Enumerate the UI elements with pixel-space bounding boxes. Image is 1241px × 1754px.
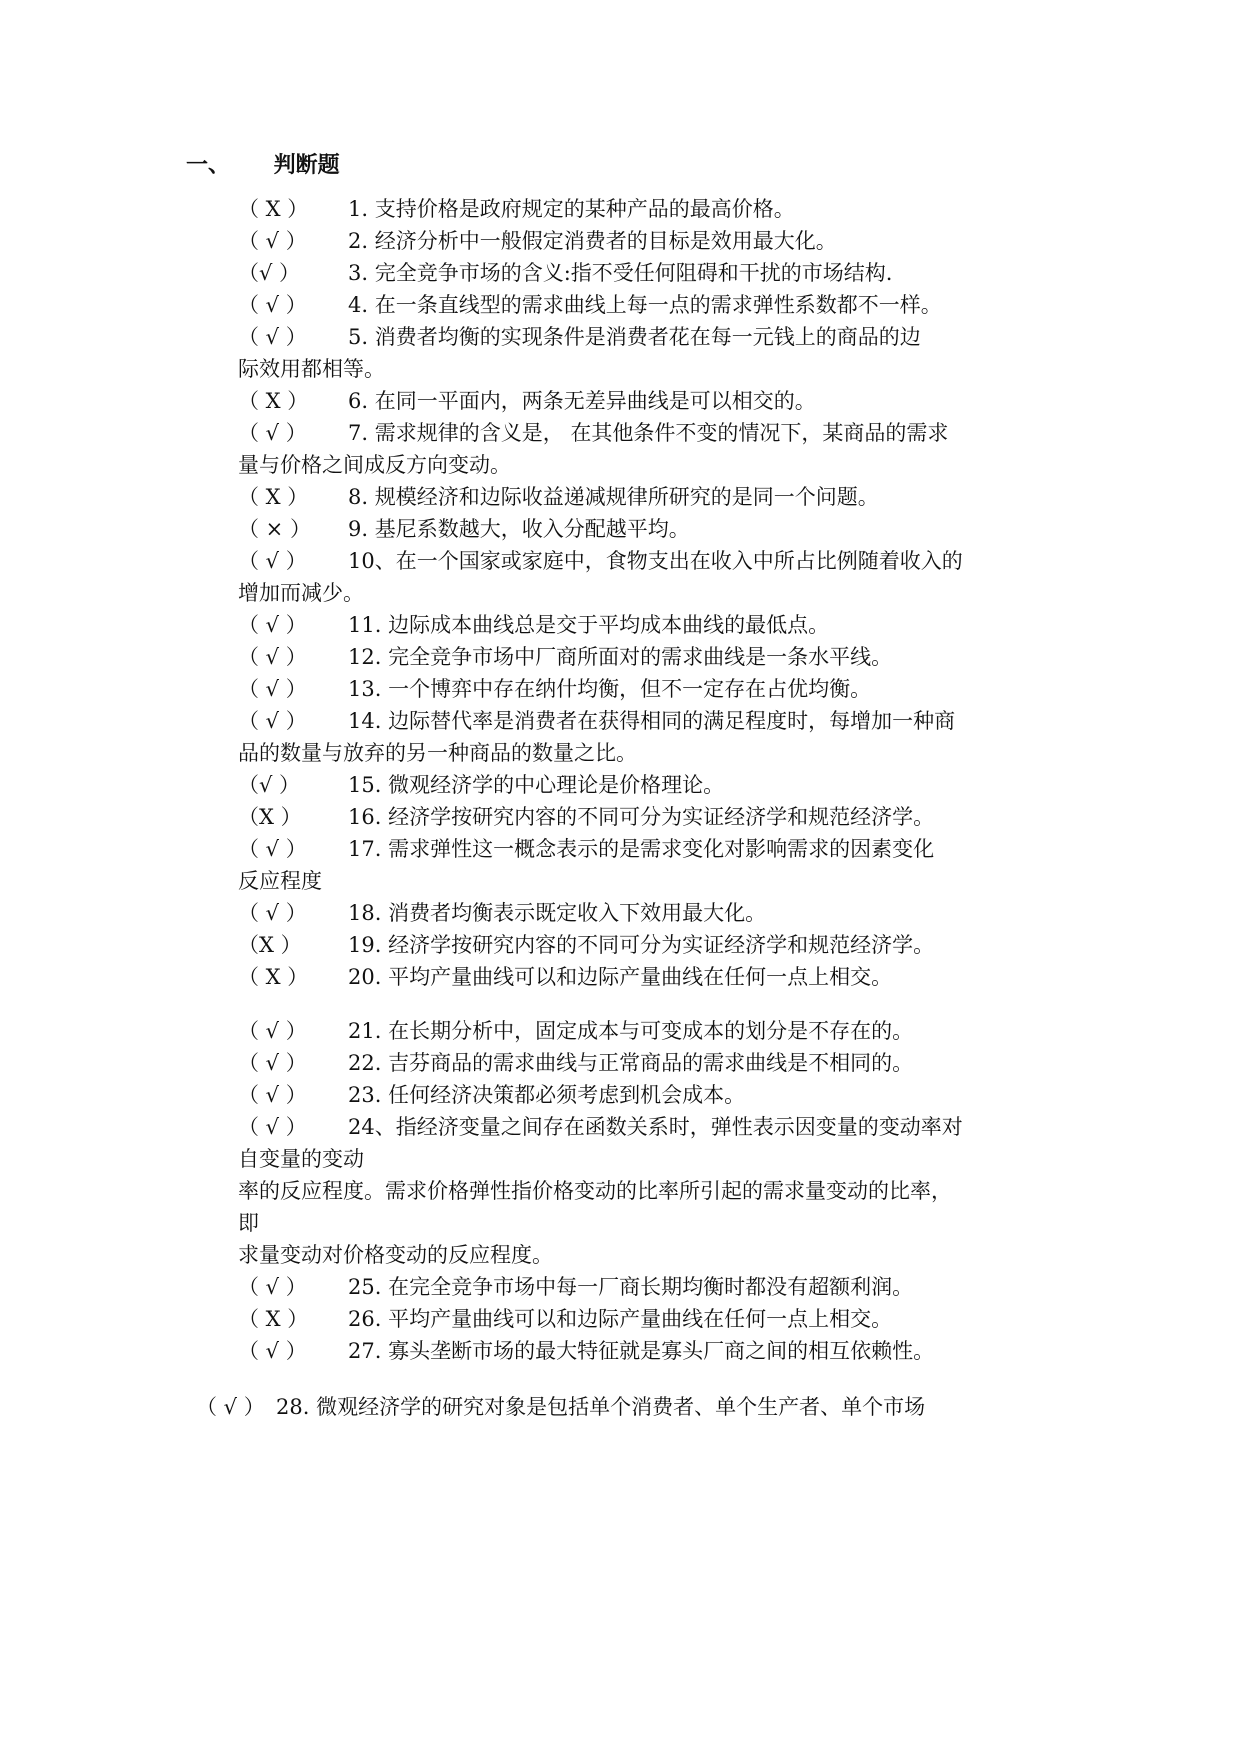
question-item xyxy=(238,932,934,958)
answer-mark: （√ ） xyxy=(238,773,301,797)
question-text: 11. 边际成本曲线总是交于平均成本曲线的最低点。 xyxy=(348,613,830,637)
question-item xyxy=(238,516,690,542)
answer-mark: （ X ） xyxy=(238,1307,309,1331)
question-text: 9. 基尼系数越大，收入分配越平均。 xyxy=(348,517,690,541)
question-item xyxy=(238,964,892,990)
question-text: 22. 吉芬商品的需求曲线与正常商品的需求曲线是不相同的。 xyxy=(348,1051,914,1075)
question-item xyxy=(238,420,948,446)
question-text: 19. 经济学按研究内容的不同可分为实证经济学和规范经济学。 xyxy=(348,933,935,957)
question-text: 27. 寡头垄断市场的最大特征就是寡头厂商之间的相互依赖性。 xyxy=(348,1339,935,1363)
question-item xyxy=(238,228,837,254)
question-item xyxy=(238,292,942,318)
question-item xyxy=(238,708,955,734)
question-continuation xyxy=(238,452,511,478)
question-item xyxy=(238,1338,934,1364)
question-text: 26. 平均产量曲线可以和边际产量曲线在任何一点上相交。 xyxy=(348,1307,893,1331)
question-text: 14. 边际替代率是消费者在获得相同的满足程度时，每增加一种商 xyxy=(348,709,956,733)
question-text: 求量变动对价格变动的反应程度。 xyxy=(238,1243,553,1267)
answer-mark: （ √ ） xyxy=(238,325,307,349)
answer-mark: （ √ ） xyxy=(238,1051,307,1075)
question-item xyxy=(238,1018,913,1044)
question-text: 7. 需求规律的含义是， 在其他条件不变的情况下，某商品的需求 xyxy=(348,421,949,445)
question-text: 5. 消费者均衡的实现条件是消费者花在每一元钱上的商品的边 xyxy=(348,325,921,349)
answer-mark: （ × ） xyxy=(238,517,311,541)
question-item xyxy=(238,1306,892,1332)
question-text: 际效用都相等。 xyxy=(238,357,385,381)
question-text: 量与价格之间成反方向变动。 xyxy=(238,453,511,477)
question-item xyxy=(238,324,921,350)
answer-mark: （ √ ） xyxy=(238,549,307,573)
question-text: 28. 微观经济学的研究对象是包括单个消费者、单个生产者、单个市场 xyxy=(276,1395,926,1419)
question-continuation xyxy=(238,1146,364,1172)
question-item xyxy=(238,676,871,702)
question-item xyxy=(238,644,892,670)
question-item xyxy=(238,388,816,414)
question-text: 12. 完全竞争市场中厂商所面对的需求曲线是一条水平线。 xyxy=(348,645,893,669)
answer-mark: （ √ ） xyxy=(238,1019,307,1043)
question-continuation xyxy=(238,1210,259,1236)
question-item xyxy=(238,836,934,862)
question-item xyxy=(238,612,829,638)
question-item xyxy=(238,484,879,510)
question-text: 21. 在长期分析中，固定成本与可变成本的划分是不存在的。 xyxy=(348,1019,914,1043)
answer-mark: （ √ ） xyxy=(238,709,307,733)
question-text: 25. 在完全竞争市场中每一厂商长期均衡时都没有超额利润。 xyxy=(348,1275,914,1299)
question-text: 8. 规模经济和边际收益递减规律所研究的是同一个问题。 xyxy=(348,485,879,509)
question-text: 2. 经济分析中一般假定消费者的目标是效用最大化。 xyxy=(348,229,837,253)
answer-mark: （ √ ） xyxy=(196,1395,265,1419)
question-text: 即 xyxy=(238,1211,259,1235)
answer-mark: （ X ） xyxy=(238,389,309,413)
answer-mark: （ √ ） xyxy=(238,1115,307,1139)
question-text: 13. 一个博弈中存在纳什均衡，但不一定存在占优均衡。 xyxy=(348,677,872,701)
question-item xyxy=(238,548,963,574)
question-text: 20. 平均产量曲线可以和边际产量曲线在任何一点上相交。 xyxy=(348,965,893,989)
section-title: 判断题 xyxy=(273,153,340,178)
question-text: 10、在一个国家或家庭中，食物支出在收入中所占比例随着收入的 xyxy=(348,549,963,573)
answer-mark: （ √ ） xyxy=(238,421,307,445)
answer-mark: （√ ） xyxy=(238,261,301,285)
question-text: 增加而减少。 xyxy=(238,581,364,605)
question-text: 23. 任何经济决策都必须考虑到机会成本。 xyxy=(348,1083,746,1107)
question-continuation xyxy=(238,1242,553,1268)
question-continuation xyxy=(238,356,385,382)
answer-mark: （ √ ） xyxy=(238,1083,307,1107)
answer-mark: （ X ） xyxy=(238,485,309,509)
question-item xyxy=(196,1394,925,1420)
question-text: 3. 完全竞争市场的含义:指不受任何阻碍和干扰的市场结构. xyxy=(348,261,893,285)
question-text: 15. 微观经济学的中心理论是价格理论。 xyxy=(348,773,725,797)
answer-mark: （X ） xyxy=(238,805,302,829)
answer-mark: （ √ ） xyxy=(238,1339,307,1363)
answer-mark: （X ） xyxy=(238,933,302,957)
question-text: 自变量的变动 xyxy=(238,1147,364,1171)
answer-mark: （ √ ） xyxy=(238,837,307,861)
question-item xyxy=(238,772,724,798)
section-heading xyxy=(186,148,340,179)
question-item xyxy=(238,1274,913,1300)
question-text: 16. 经济学按研究内容的不同可分为实证经济学和规范经济学。 xyxy=(348,805,935,829)
question-text: 17. 需求弹性这一概念表示的是需求变化对影响需求的因素变化 xyxy=(348,837,935,861)
answer-mark: （ √ ） xyxy=(238,293,307,317)
answer-mark: （ √ ） xyxy=(238,645,307,669)
question-item xyxy=(238,1050,913,1076)
question-continuation xyxy=(238,1178,952,1204)
question-item xyxy=(238,804,934,830)
answer-mark: （ √ ） xyxy=(238,229,307,253)
question-text: 率的反应程度。需求价格弹性指价格变动的比率所引起的需求量变动的比率， xyxy=(238,1179,952,1203)
question-text: 24、指经济变量之间存在函数关系时，弹性表示因变量的变动率对 xyxy=(348,1115,963,1139)
question-item xyxy=(238,260,892,286)
question-text: 4. 在一条直线型的需求曲线上每一点的需求弹性系数都不一样。 xyxy=(348,293,942,317)
question-text: 1. 支持价格是政府规定的某种产品的最高价格。 xyxy=(348,197,795,221)
question-continuation xyxy=(238,868,322,894)
answer-mark: （ √ ） xyxy=(238,613,307,637)
question-continuation xyxy=(238,740,637,766)
question-item xyxy=(238,196,795,222)
answer-mark: （ X ） xyxy=(238,965,309,989)
question-text: 品的数量与放弃的另一种商品的数量之比。 xyxy=(238,741,637,765)
answer-mark: （ X ） xyxy=(238,197,309,221)
question-text: 18. 消费者均衡表示既定收入下效用最大化。 xyxy=(348,901,767,925)
question-text: 反应程度 xyxy=(238,869,322,893)
question-item xyxy=(238,1082,745,1108)
question-item xyxy=(238,1114,963,1140)
question-item xyxy=(238,900,766,926)
question-continuation xyxy=(238,580,364,606)
section-number: 一、 xyxy=(186,153,231,178)
answer-mark: （ √ ） xyxy=(238,1275,307,1299)
answer-mark: （ √ ） xyxy=(238,901,307,925)
question-text: 6. 在同一平面内，两条无差异曲线是可以相交的。 xyxy=(348,389,816,413)
answer-mark: （ √ ） xyxy=(238,677,307,701)
